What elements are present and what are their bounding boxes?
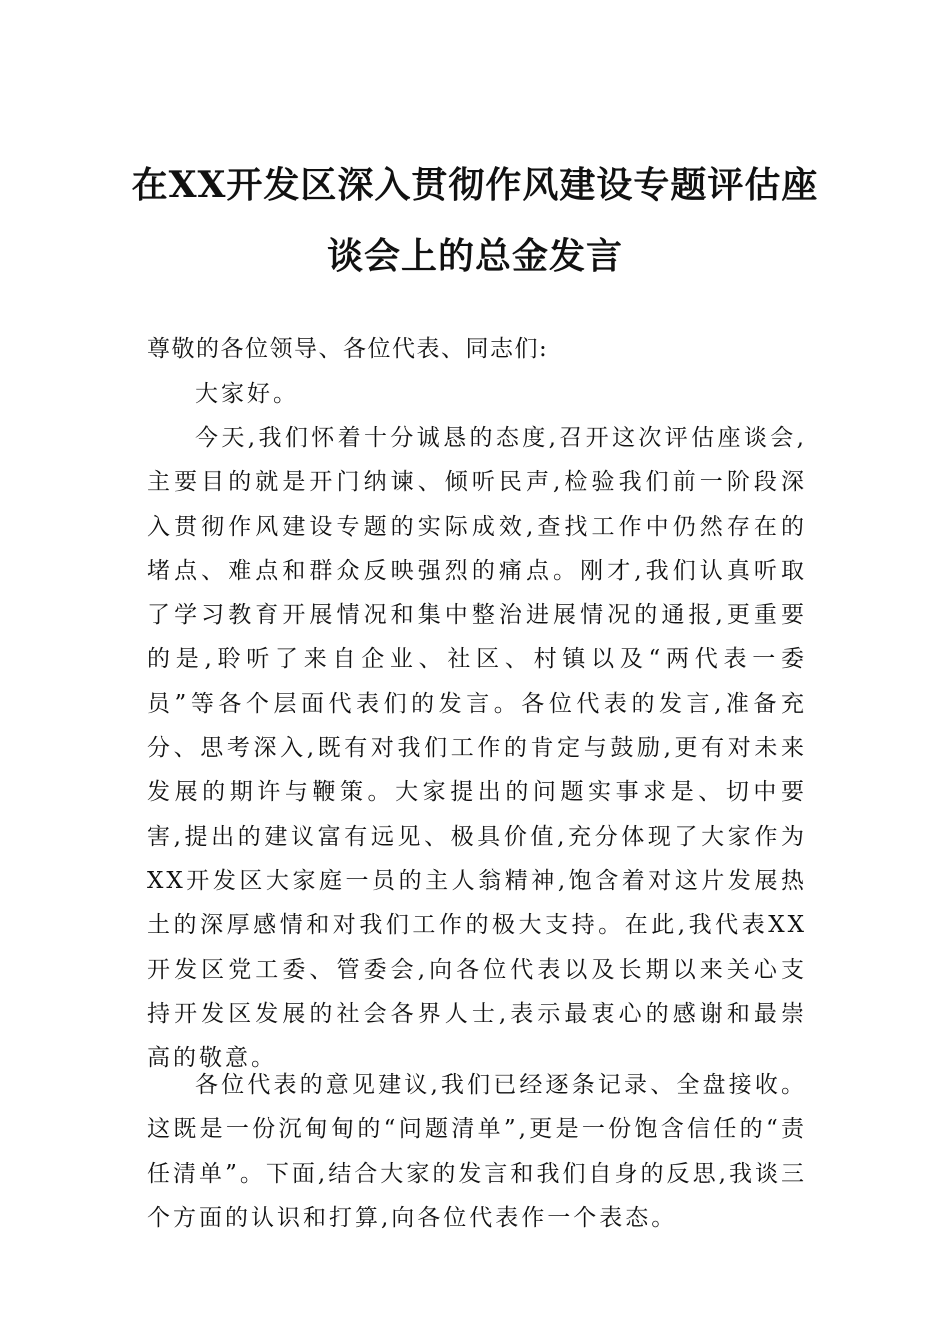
salutation: 尊敬的各位领导、各位代表、同志们:	[147, 336, 549, 362]
paragraph-opening: 今天,我们怀着十分诚恳的态度,召开这次评估座谈会,主要目的就是开门纳谏、倾听民声,检验我们前一阶段深入贯彻作风建设专题的实际成效,查找工作中仍然存在的堵点、难点和群众反映强烈的痛点。刚才,我们认真听取了学习教育开展情况和集中整治进展情况的通报,更重要的是,聆听了来自企业、社区、村镇以及“两代表一委员”等各个层面代表们的发言。各位代表的发言,准备充分、思考深入,既有对我们工作的肯定与鼓励,更有对未来发展的期许与鞭策。大家提出的问题实事求是、切中要害,提出的建议富有远见、极具价值,充分体现了大家作为XX开发区大家庭一员的主人翁精神,饱含着对这片发展热土的深厚感情和对我们工作的极大支持。在此,我代表XX开发区党工委、管委会,向各位代表以及长期以来关心支持开发区发展的社会各界人士,表示最衷心的感谢和最崇高的敬意。	[147, 425, 807, 1072]
document-title-line-1: 在XX开发区深入贯彻作风建设专题评估座	[131, 164, 819, 206]
paragraph-transition: 各位代表的意见建议,我们已经逐条记录、全盘接收。这既是一份沉甸甸的“问题清单”,更是一份饱含信任的“责任清单”。下面,结合大家的发言和我们自身的反思,我谈三个方面的认识和打算,向各位代表作一个表态。	[147, 1072, 807, 1231]
paragraph-greeting: 大家好。	[195, 381, 299, 407]
document-title-line-2: 谈会上的总金发言	[326, 235, 623, 277]
